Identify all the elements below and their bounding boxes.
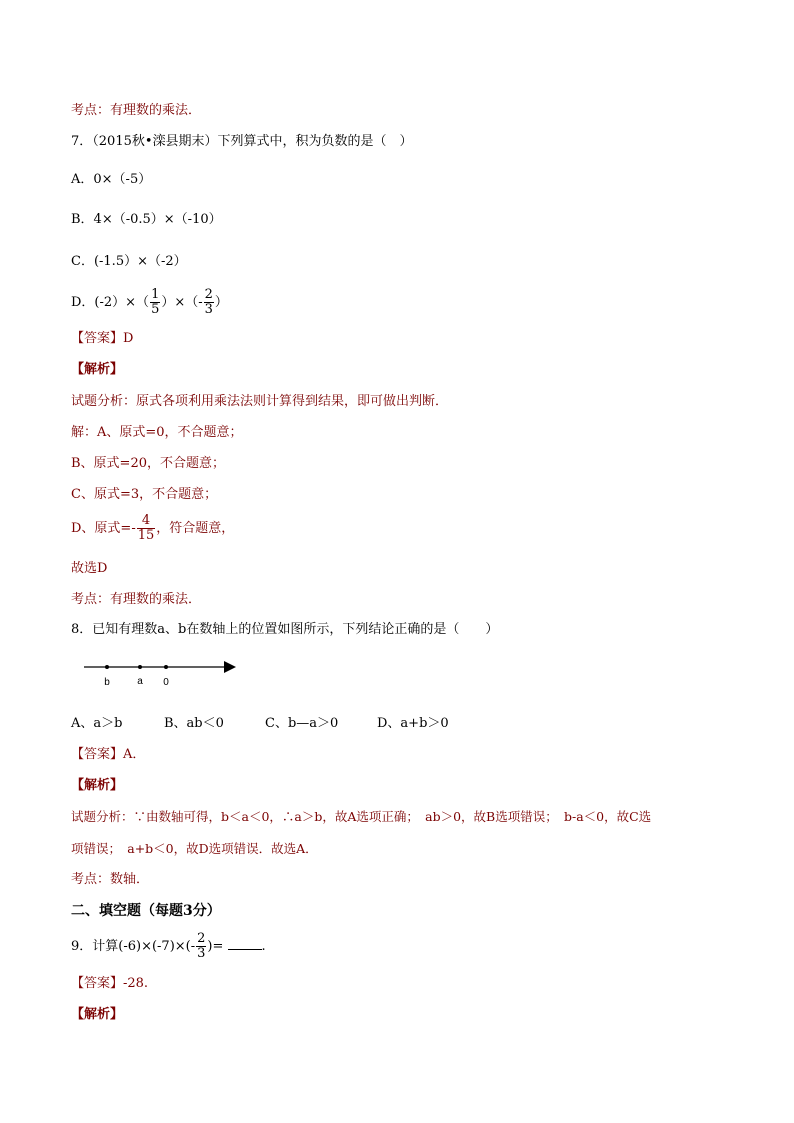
q9-stem: 9．计算(-6)×(-7)×(- $\frac{2}{3}$ )= . bbox=[71, 931, 266, 961]
number-line-figure bbox=[80, 656, 250, 692]
q9-analysis-heading: 【解析】 bbox=[71, 1007, 124, 1022]
q8-stem: 8．已知有理数a、b在数轴上的位置如图所示，下列结论正确的是（ ） bbox=[71, 622, 499, 637]
q8-option-b: B、ab＜0 bbox=[164, 716, 224, 731]
fraction-one-fifth: $\frac{1}{5}$ bbox=[151, 287, 160, 317]
fraction-two-thirds: $\frac{2}{3}$ bbox=[204, 287, 213, 317]
q9-answer: 【答案】-28. bbox=[71, 976, 149, 991]
point-zero bbox=[164, 665, 168, 669]
q7-analysis-heading: 【解析】 bbox=[71, 362, 124, 377]
q8-options bbox=[71, 715, 449, 733]
fraction-four-fifteenths: $\frac{4}{15}$ bbox=[137, 513, 155, 543]
q7-stem: 7．（2015秋•滦县期末）下列算式中，积为负数的是（ ） bbox=[71, 134, 413, 149]
q7-analysis: 试题分析：原式各项利用乘法法则计算得到结果，即可做出判断． bbox=[71, 394, 449, 409]
q7-solution-d: D、原式=- $\frac{4}{15}$ ，符合题意， bbox=[71, 513, 235, 543]
q7-solution-c: C、原式=3，不合题意； bbox=[71, 487, 218, 502]
arrow-right-icon bbox=[224, 661, 236, 673]
point-a bbox=[138, 665, 142, 669]
q7-solution-a: 解：A、原式=0，不合题意； bbox=[71, 425, 243, 440]
q8-answer: 【答案】A． bbox=[71, 747, 146, 762]
q6-knowledge-point: 考点：有理数的乘法． bbox=[71, 103, 202, 118]
label-a: a bbox=[137, 676, 143, 687]
q8-analysis-heading: 【解析】 bbox=[71, 778, 124, 793]
q7-solution-b: B、原式=20，不合题意； bbox=[71, 456, 225, 471]
label-b: b bbox=[104, 677, 110, 688]
q8-knowledge-point: 考点：数轴． bbox=[71, 872, 150, 887]
q7-choose: 故选D bbox=[71, 561, 108, 576]
q7-option-d: D．(-2）×（ $\frac{1}{5}$ ）×（- $\frac{2}{3}$ ） bbox=[71, 287, 228, 317]
q7-option-c: C．(-1.5）×（-2） bbox=[71, 254, 187, 269]
point-b bbox=[105, 665, 109, 669]
answer-blank bbox=[228, 937, 262, 950]
label-zero: 0 bbox=[163, 677, 169, 688]
q7-option-a: A．0×（-5） bbox=[71, 172, 152, 187]
q8-option-c: C、b—a＞0 bbox=[265, 716, 339, 731]
q8-analysis-line2: 项错误； a+b＜0，故D选项错误．故选A． bbox=[71, 841, 318, 856]
q7-option-b: B．4×（-0.5）×（-10） bbox=[71, 212, 222, 227]
q8-option-d: D、a+b＞0 bbox=[377, 716, 449, 731]
fraction-two-thirds: $\frac{2}{3}$ bbox=[197, 931, 206, 961]
q8-analysis-line1: 试题分析：∵由数轴可得，b＜a＜0，∴a＞b，故A选项正确； ab＞0，故B选项错误； b-a＜0，故C选 bbox=[71, 809, 652, 824]
q7-answer: 【答案】D bbox=[71, 331, 134, 346]
section-title: 二、填空题（每题3分） bbox=[71, 903, 221, 919]
q8-option-a: A、a＞b bbox=[71, 716, 123, 731]
q7-knowledge-point: 考点：有理数的乘法． bbox=[71, 592, 202, 607]
